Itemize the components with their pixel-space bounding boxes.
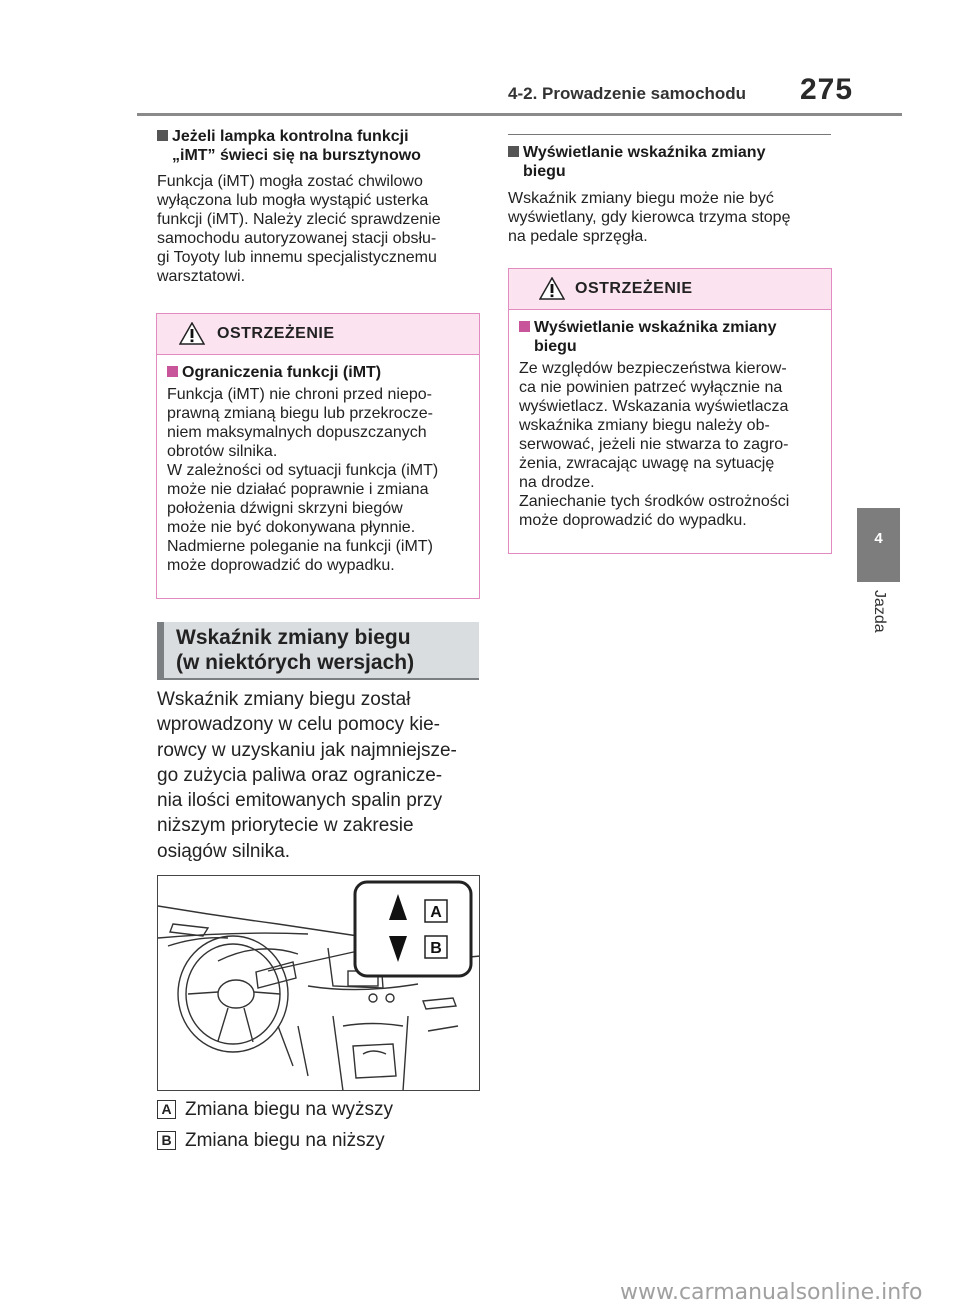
warning-triangle-icon — [539, 277, 565, 300]
intro-paragraph: Wskaźnik zmiany biegu został wprowadzony w celu pomocy kie- rowcy w uzyskaniu jak najmniejsze- go zużycia paliwa oraz ogranicze- nia ilości emitowanych spalin przy niższym priorytecie w zakresie osiągów silnika. — [157, 689, 457, 862]
warning-triangle-icon — [179, 322, 205, 345]
watermark: www.carmanualsonline.info — [620, 1280, 923, 1305]
section-title: 4-2. Prowadzenie samochodu — [508, 84, 747, 103]
figure-label-b: B — [430, 940, 442, 957]
square-bullet-icon — [157, 130, 168, 141]
caption-key-b: B — [157, 1131, 176, 1150]
warning-header — [509, 269, 831, 310]
paragraph-imt-lamp: Funkcja (iMT) mogła zostać chwilowo wyłączona lub mogła wystąpić usterka funkcji (iMT). Należy zlecić sprawdzenie samochodu autoryzowanej stacji obsłu- gi Toyoty lub innemu specjalistycznemu warsztatowi. — [157, 173, 441, 285]
dashboard-drawing — [158, 876, 480, 1091]
warning-body: Wyświetlanie wskaźnika zmiany biegu Ze względów bezpieczeństwa kierow- ca nie powinien patrzeć wyłącznie na wyświetlacz. Wskazania wyświetlacza wskaźnika zmiany biegu należy ob- serwować, jeżeli nie stwarza to zagro- żenia, zwracając uwagę na sytuację na drodze. Zaniechanie tych środków ostrożności może doprowadzić do wypadku. — [519, 319, 790, 529]
caption-text-a: Zmiana biegu na wyższy — [185, 1099, 394, 1120]
warning-box-imt — [156, 313, 480, 599]
heading-display: Wyświetlanie wskaźnika zmiany biegu — [508, 143, 838, 181]
dashboard-illustration — [157, 875, 480, 1091]
header-divider — [137, 113, 902, 116]
figure-label-a: A — [430, 904, 442, 921]
square-bullet-icon — [519, 321, 530, 332]
page-number: 275 — [800, 73, 854, 106]
chapter-label: Jazda — [871, 590, 888, 633]
warning-header — [157, 314, 479, 355]
warning-title: OSTRZEŻENIE — [217, 325, 335, 342]
column-rule — [508, 134, 831, 135]
square-bullet-icon — [508, 146, 519, 157]
warning-title: OSTRZEŻENIE — [575, 280, 693, 297]
caption-text-b: Zmiana biegu na niższy — [185, 1130, 385, 1151]
square-bullet-icon — [167, 366, 178, 377]
warning-body: Ograniczenia funkcji (iMT) Funkcja (iMT) nie chroni przed niepo- prawną zmianą biegu lub przekrocze- niem maksymalnych dopuszczanych obrotów silnika. W zależności od sytuacji funkcja (iMT) może nie działać poprawnie i zmiana położenia dźwigni skrzyni biegów może nie być dokonywana płynnie. Nadmierne poleganie na funkcji (iMT) może doprowadzić do wypadku. — [167, 364, 439, 574]
heading-imt-lamp: Jeżeli lampka kontrolna funkcji „iMT” świeci się na bursztynowo — [157, 127, 487, 165]
chapter-number: 4 — [874, 530, 883, 547]
section-heading-gear-indicator: Wskaźnik zmiany biegu (w niektórych wersjach) — [157, 622, 479, 680]
caption-key-a: A — [157, 1100, 176, 1119]
caption-row-b — [157, 1130, 385, 1152]
warning-box-display — [508, 268, 832, 554]
paragraph-display: Wskaźnik zmiany biegu może nie być wyświetlany, gdy kierowca trzyma stopę na pedale sprzęgła. — [508, 190, 791, 245]
chapter-label-wrap — [866, 590, 890, 650]
caption-row-a — [157, 1099, 393, 1121]
